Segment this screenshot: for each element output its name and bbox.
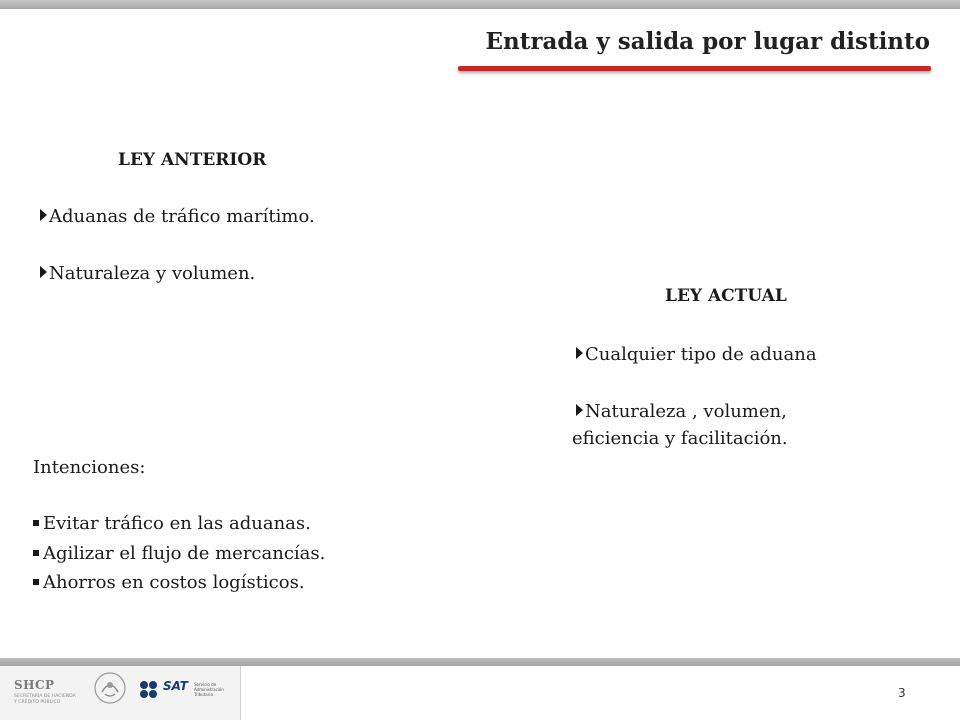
slide-title: Entrada y salida por lugar distinto — [485, 28, 930, 55]
square-bullet-icon — [33, 520, 39, 526]
ley-anterior-item-text: Aduanas de tráfico marítimo. — [49, 206, 315, 227]
square-bullet-icon — [33, 550, 39, 556]
ley-anterior-item — [40, 206, 315, 227]
title-underline — [458, 66, 931, 71]
ley-actual-item-text: Cualquier tipo de aduana — [585, 344, 817, 365]
footer-decorative-bar — [0, 658, 960, 666]
ley-anterior-item — [40, 263, 255, 284]
top-decorative-bar — [0, 0, 960, 9]
intenciones-item-text: Evitar tráfico en las aduanas. — [43, 513, 311, 534]
square-bullet-icon — [33, 579, 39, 585]
ley-actual-item — [576, 344, 817, 365]
ley-actual-heading: LEY ACTUAL — [665, 286, 787, 306]
mexico-emblem-icon — [92, 670, 128, 706]
ley-actual-item-continuation: eficiencia y facilitación. — [572, 428, 788, 449]
ley-actual-item — [576, 401, 787, 422]
arrow-bullet-icon — [40, 209, 47, 221]
intenciones-item — [33, 572, 305, 593]
arrow-bullet-icon — [40, 266, 47, 278]
arrow-bullet-icon — [576, 404, 583, 416]
ley-actual-item-text: Naturaleza , volumen, — [585, 401, 787, 422]
sat-logo-text: SAT — [163, 679, 188, 693]
shcp-logo-subtitle: SECRETARÍA DE HACIENDA Y CRÉDITO PÚBLICO — [14, 694, 76, 705]
ley-anterior-item-text: Naturaleza y volumen. — [49, 263, 256, 284]
arrow-bullet-icon — [576, 347, 583, 359]
intenciones-label: Intenciones: — [33, 457, 146, 478]
intenciones-item-text: Agilizar el flujo de mercancías. — [43, 543, 326, 564]
sat-logo-subtitle: Servicio de Administración Tributaria — [194, 682, 224, 697]
shcp-logo-text: SHCP — [14, 678, 55, 692]
page-number: 3 — [898, 686, 906, 700]
intenciones-item-text: Ahorros en costos logísticos. — [43, 572, 305, 593]
intenciones-item — [33, 543, 325, 564]
intenciones-item — [33, 513, 311, 534]
ley-anterior-heading: LEY ANTERIOR — [118, 150, 267, 170]
